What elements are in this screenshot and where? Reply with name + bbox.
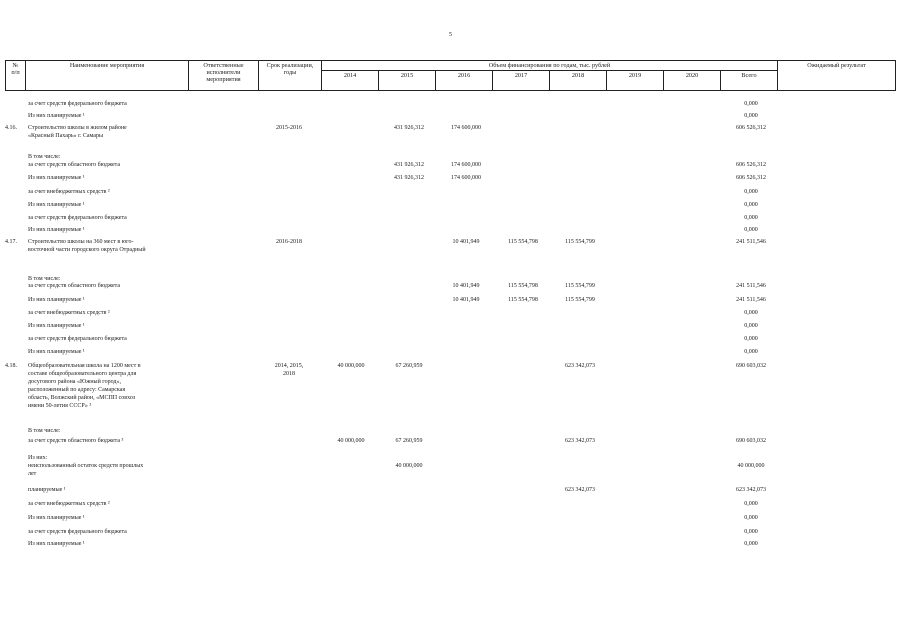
header-year-2019: 2019 [607, 71, 664, 91]
row-name: планируемые ¹ [28, 487, 66, 493]
header-num: № п/п [6, 61, 26, 91]
row-name: Общеобразовательная школа на 1200 мест в составе общеобразовательного центра для досугового района «Южный город», расположенный по адресу: Самарская область, Волжский район, «МСПП совхоз имени 50-летия СССР» ³ [28, 363, 141, 409]
row-name: Из них планируемые ¹ [28, 227, 85, 233]
row-value-y2017: 115 554,798 [508, 283, 538, 289]
row-value-y2015: 67 260,959 [395, 438, 423, 444]
row-name: за счет средств федерального бюджета [28, 215, 127, 221]
row-value-y2018: 623 342,073 [565, 438, 595, 444]
row-value-total: 0,000 [744, 215, 758, 221]
row-value-total: 241 511,546 [736, 297, 766, 303]
row-name: Строительство школы в жилом районе «Красный Пахарь» г. Самары [28, 125, 127, 139]
row-value-total: 0,000 [744, 189, 758, 195]
row-value-total: 606 526,312 [736, 162, 766, 168]
row-value-y2016: 10 401,949 [452, 297, 480, 303]
header-year-2015: 2015 [379, 71, 436, 91]
row-name: за счет внебюджетных средств ² [28, 501, 110, 507]
row-name: за счет средств федерального бюджета [28, 336, 127, 342]
row-value-y2016: 174 600,000 [451, 125, 481, 131]
row-name: Из них планируемые ¹ [28, 175, 85, 181]
row-value-y2016: 174 600,000 [451, 162, 481, 168]
row-value-y2018: 115 554,799 [565, 239, 595, 245]
header-name: Наименование мероприятия [26, 61, 189, 91]
row-value-y2016: 10 401,949 [452, 239, 480, 245]
row-name: за счет средств федерального бюджета [28, 529, 127, 535]
row-number: 4.16. [5, 125, 17, 131]
row-value-total: 0,000 [744, 501, 758, 507]
row-value-total: 0,000 [744, 529, 758, 535]
row-value-y2017: 115 554,798 [508, 239, 538, 245]
row-name: В том числе: [28, 428, 61, 434]
row-name: за счет внебюджетных средств ² [28, 189, 110, 195]
row-term: 2015-2016 [276, 125, 302, 131]
header-term: Срок реализации, годы [259, 61, 322, 91]
row-number: 4.17. [5, 239, 17, 245]
row-name: Из них планируемые ¹ [28, 515, 85, 521]
row-value-total: 0,000 [744, 336, 758, 342]
row-name: Из них планируемые ¹ [28, 349, 85, 355]
row-value-total: 0,000 [744, 541, 758, 547]
row-value-total: 606 526,312 [736, 175, 766, 181]
header-funding: Объем финансирования по годам, тыс. рублей [322, 61, 778, 71]
row-name: В том числе: [28, 154, 61, 160]
header-year-2017: 2017 [493, 71, 550, 91]
row-value-y2015: 40 000,000 [395, 463, 423, 469]
row-value-y2016: 10 401,949 [452, 283, 480, 289]
row-value-total: 690 603,032 [736, 438, 766, 444]
header-result: Ожидаемый результат [778, 61, 896, 91]
row-name: за счет внебюджетных средств ² [28, 310, 110, 316]
row-name: неиспользованный остаток средств прошлых лет [28, 463, 144, 477]
row-value-total: 0,000 [744, 310, 758, 316]
row-value-total: 0,000 [744, 101, 758, 107]
header-total: Всего [721, 71, 778, 91]
header-responsible: Ответственные исполнители мероприятия [189, 61, 259, 91]
row-value-total: 0,000 [744, 202, 758, 208]
row-value-y2015: 431 926,312 [394, 125, 424, 131]
row-value-total: 241 511,546 [736, 239, 766, 245]
row-name: Из них планируемые ¹ [28, 202, 85, 208]
row-value-total: 241 511,546 [736, 283, 766, 289]
row-name: Из них планируемые ¹ [28, 297, 85, 303]
row-value-total: 623 342,073 [736, 487, 766, 493]
row-value-total: 690 603,032 [736, 363, 766, 369]
page-number: 5 [449, 32, 452, 38]
row-name: Строительство школы на 360 мест в юго- восточной части городского округа Отрадный [28, 239, 146, 253]
row-name: за счет средств областного бюджета ³ [28, 438, 124, 444]
header-year-2016: 2016 [436, 71, 493, 91]
row-value-y2018: 115 554,799 [565, 283, 595, 289]
row-value-y2018: 623 342,073 [565, 487, 595, 493]
row-value-total: 0,000 [744, 323, 758, 329]
row-value-y2015: 431 926,312 [394, 175, 424, 181]
row-name: за счет средств областного бюджета [28, 283, 121, 289]
row-value-total: 0,000 [744, 113, 758, 119]
row-value-y2016: 174 600,000 [451, 175, 481, 181]
header-year-2018: 2018 [550, 71, 607, 91]
row-name: Из них планируемые ¹ [28, 113, 85, 119]
row-name: Из них планируемые ¹ [28, 323, 85, 329]
header-year-2020: 2020 [664, 71, 721, 91]
row-value-total: 0,000 [744, 227, 758, 233]
row-value-y2015: 431 926,312 [394, 162, 424, 168]
row-value-y2014: 40 000,000 [337, 438, 365, 444]
row-value-total: 40 000,000 [737, 463, 765, 469]
row-number: 4.18. [5, 363, 17, 369]
row-value-y2014: 40 000,000 [337, 363, 365, 369]
row-value-total: 0,000 [744, 349, 758, 355]
row-name: за счет средств федерального бюджета [28, 101, 127, 107]
row-name: В том числе: [28, 276, 61, 282]
row-term: 2014, 2015, 2018 [274, 363, 304, 377]
row-value-y2018: 623 342,073 [565, 363, 595, 369]
row-value-y2017: 115 554,798 [508, 297, 538, 303]
row-value-total: 606 526,312 [736, 125, 766, 131]
row-term: 2016-2018 [276, 239, 302, 245]
row-value-y2015: 67 260,959 [395, 363, 423, 369]
row-name: Из них планируемые ¹ [28, 541, 85, 547]
header-year-2014: 2014 [322, 71, 379, 91]
row-value-y2018: 115 554,799 [565, 297, 595, 303]
row-name: за счет средств областного бюджета [28, 162, 121, 168]
row-name: Из них: [28, 455, 48, 461]
row-value-total: 0,000 [744, 515, 758, 521]
